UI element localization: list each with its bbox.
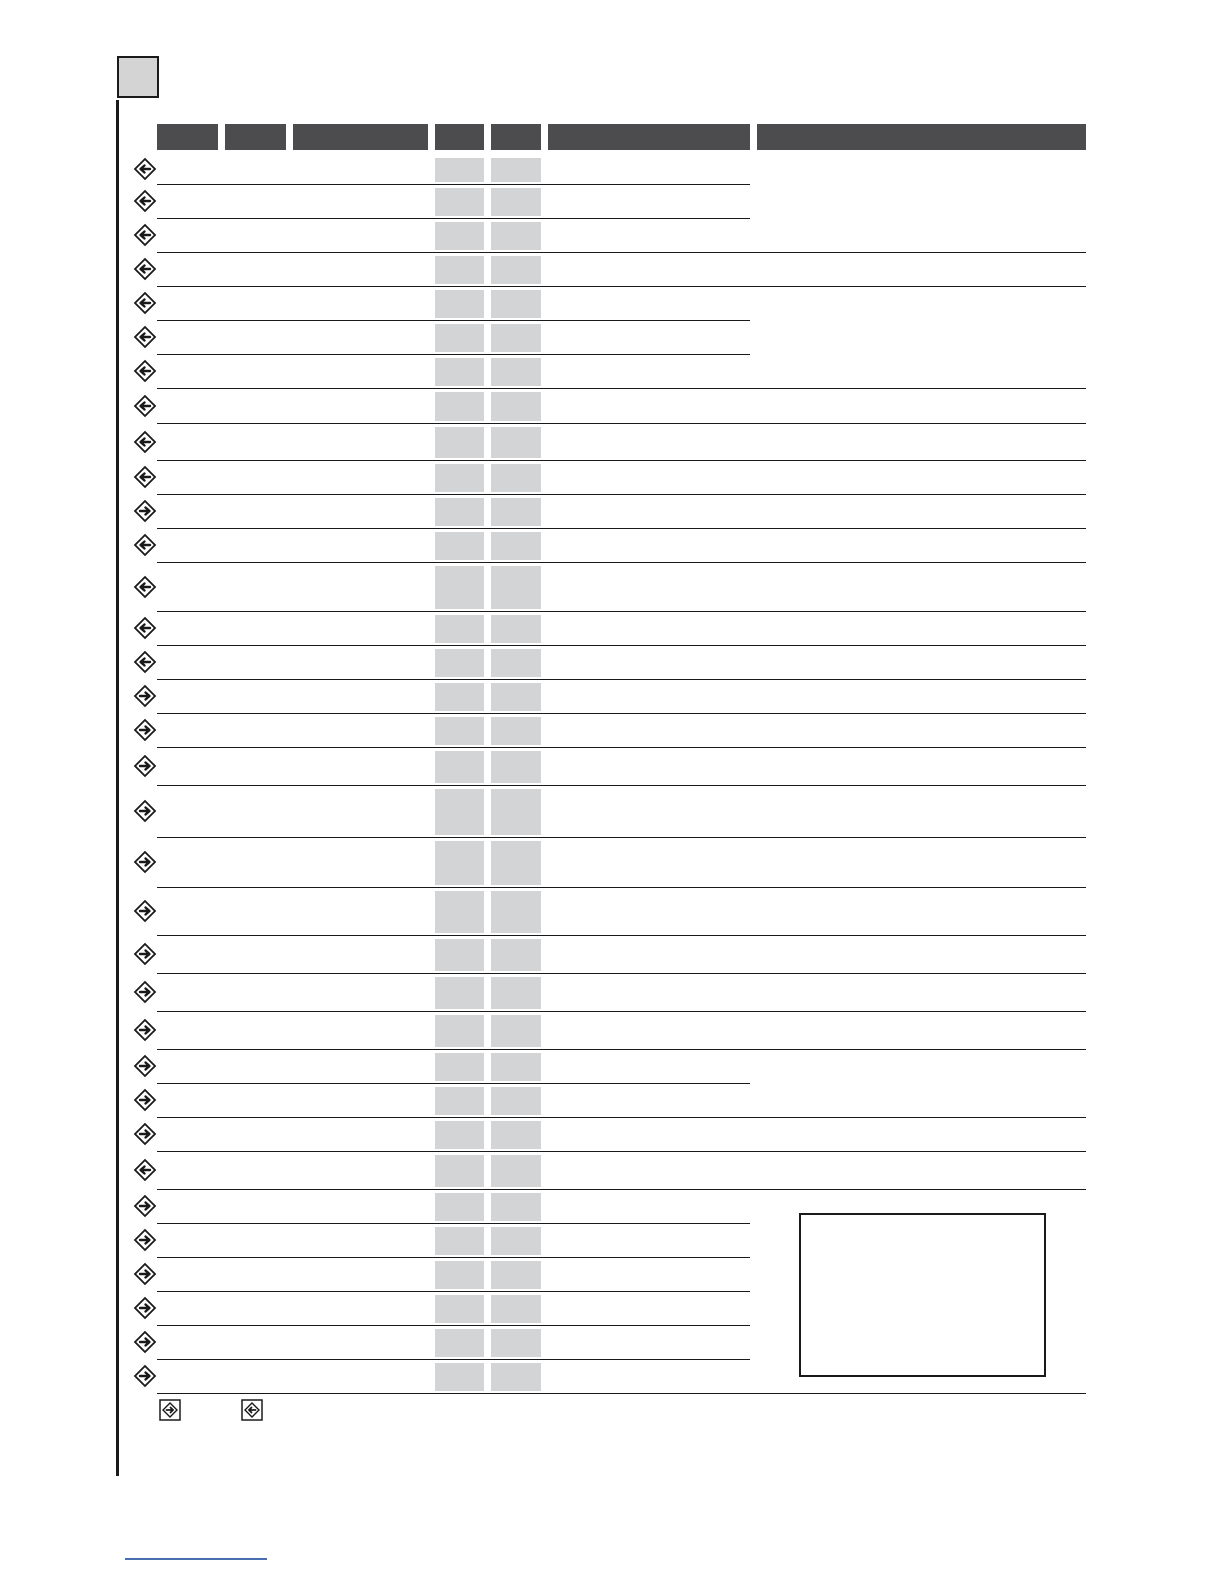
shaded-cell-2 [491,498,541,526]
arrow-out-diamond-icon [133,394,157,418]
shaded-cell-1 [435,789,484,835]
shaded-cell-1 [435,427,484,458]
row-rule [157,388,1086,389]
footer-link-underline[interactable] [125,1558,267,1560]
arrow-in-diamond-icon [133,980,157,1004]
shaded-cell-1 [435,939,484,971]
note-box [799,1213,1046,1377]
shaded-cell-2 [491,324,541,352]
shaded-cell-1 [435,1193,484,1221]
shaded-cell-1 [435,717,484,745]
shaded-cell-2 [491,789,541,835]
row-rule [157,973,1086,974]
shaded-cell-1 [435,841,484,885]
arrow-out-diamond-icon [133,359,157,383]
header-cell-4 [435,124,484,150]
row-rule [157,218,750,219]
shaded-cell-2 [491,1121,541,1149]
row-rule [157,1257,750,1258]
shaded-cell-1 [435,977,484,1009]
arrow-in-diamond-icon [133,1194,157,1218]
shaded-cell-1 [435,1329,484,1357]
arrow-in-diamond-icon [133,499,157,523]
margin-rule [116,100,119,1476]
arrow-in-diamond-icon [133,799,157,823]
header-cell-3 [293,124,428,150]
row-rule [157,1011,1086,1012]
shaded-cell-2 [491,188,541,216]
shaded-cell-1 [435,1121,484,1149]
row-rule [157,423,1086,424]
shaded-cell-1 [435,222,484,250]
row-rule [157,1359,750,1360]
shaded-cell-2 [491,939,541,971]
shaded-cell-2 [491,751,541,783]
shaded-cell-2 [491,464,541,492]
shaded-cell-2 [491,841,541,885]
row-rule [157,562,1086,563]
shaded-cell-2 [491,1363,541,1391]
shaded-cell-1 [435,1015,484,1047]
arrow-out-diamond-icon [133,325,157,349]
arrow-out-diamond-icon [133,223,157,247]
arrow-out-diamond-icon [133,533,157,557]
arrow-in-diamond-icon [133,684,157,708]
arrow-out-diamond-icon [133,616,157,640]
header-cell-5 [491,124,541,150]
arrow-out-diamond-icon [133,1158,157,1182]
shaded-cell-2 [491,222,541,250]
shaded-cell-1 [435,324,484,352]
shaded-cell-2 [491,1087,541,1115]
arrow-out-diamond-icon [133,465,157,489]
shaded-cell-1 [435,1053,484,1081]
shaded-cell-1 [435,464,484,492]
row-rule [157,1393,1086,1394]
shaded-cell-1 [435,290,484,318]
arrow-in-diamond-icon [133,1088,157,1112]
arrow-in-diamond-icon [133,1054,157,1078]
shaded-cell-1 [435,1363,484,1391]
row-rule [157,1325,750,1326]
arrow-in-diamond-icon [133,1330,157,1354]
header-cell-2 [225,124,286,150]
shaded-cell-1 [435,1295,484,1323]
shaded-cell-2 [491,290,541,318]
row-rule [157,713,1086,714]
arrow-out-diamond-icon [133,430,157,454]
arrow-in-diamond-icon [133,1122,157,1146]
row-rule [157,494,1086,495]
shaded-cell-1 [435,256,484,284]
shaded-cell-1 [435,158,484,182]
arrow-out-diamond-icon [133,291,157,315]
arrow-out-diamond-icon [133,650,157,674]
shaded-cell-1 [435,1155,484,1187]
shaded-cell-2 [491,1329,541,1357]
shaded-cell-2 [491,256,541,284]
shaded-cell-2 [491,1295,541,1323]
shaded-cell-2 [491,891,541,933]
shaded-cell-2 [491,683,541,711]
row-rule [157,837,1086,838]
shaded-cell-2 [491,615,541,643]
arrow-out-diamond-icon [133,575,157,599]
row-rule [157,1223,750,1224]
header-cell-7 [757,124,1086,150]
row-rule [157,935,1086,936]
shaded-cell-2 [491,1193,541,1221]
arrow-in-diamond-icon [133,899,157,923]
arrow-out-diamond-icon [133,189,157,213]
row-rule [157,1083,750,1084]
arrow-in-diamond-icon [133,942,157,966]
shaded-cell-1 [435,649,484,677]
arrow-in-diamond-icon [133,1228,157,1252]
arrow-in-diamond-icon [159,1399,181,1421]
arrow-out-diamond-icon [241,1399,263,1421]
shaded-cell-2 [491,358,541,386]
shaded-cell-1 [435,188,484,216]
arrow-out-diamond-icon [133,157,157,181]
shaded-cell-1 [435,751,484,783]
shaded-cell-2 [491,1015,541,1047]
arrow-out-diamond-icon [133,257,157,281]
shaded-cell-2 [491,649,541,677]
row-rule [157,1189,1086,1190]
row-rule [157,252,1086,253]
row-rule [157,528,1086,529]
row-rule [157,785,1086,786]
row-rule [157,286,1086,287]
shaded-cell-2 [491,392,541,421]
row-rule [157,679,1086,680]
row-rule [157,1151,1086,1152]
arrow-in-diamond-icon [133,850,157,874]
shaded-cell-2 [491,1261,541,1289]
shaded-cell-1 [435,392,484,421]
shaded-cell-2 [491,566,541,609]
shaded-cell-2 [491,427,541,458]
section-tab [117,56,159,98]
row-rule [157,354,750,355]
header-cell-6 [548,124,750,150]
shaded-cell-1 [435,532,484,560]
shaded-cell-1 [435,1261,484,1289]
row-rule [157,747,1086,748]
row-rule [157,1291,750,1292]
arrow-in-diamond-icon [133,1262,157,1286]
shaded-cell-1 [435,683,484,711]
shaded-cell-2 [491,1155,541,1187]
arrow-in-diamond-icon [133,1364,157,1388]
shaded-cell-1 [435,891,484,933]
shaded-cell-1 [435,615,484,643]
row-rule [157,1117,1086,1118]
shaded-cell-1 [435,566,484,609]
arrow-in-diamond-icon [133,1296,157,1320]
row-rule [157,460,1086,461]
arrow-in-diamond-icon [133,754,157,778]
shaded-cell-1 [435,1087,484,1115]
row-rule [157,645,1086,646]
row-rule [157,611,1086,612]
arrow-in-diamond-icon [133,718,157,742]
row-rule [157,184,750,185]
shaded-cell-2 [491,1227,541,1255]
shaded-cell-2 [491,1053,541,1081]
shaded-cell-1 [435,498,484,526]
shaded-cell-1 [435,1227,484,1255]
header-cell-1 [157,124,218,150]
row-rule [157,887,1086,888]
row-rule [157,320,750,321]
row-rule [157,1049,1086,1050]
shaded-cell-2 [491,717,541,745]
shaded-cell-2 [491,158,541,182]
arrow-in-diamond-icon [133,1018,157,1042]
shaded-cell-2 [491,532,541,560]
shaded-cell-2 [491,977,541,1009]
shaded-cell-1 [435,358,484,386]
